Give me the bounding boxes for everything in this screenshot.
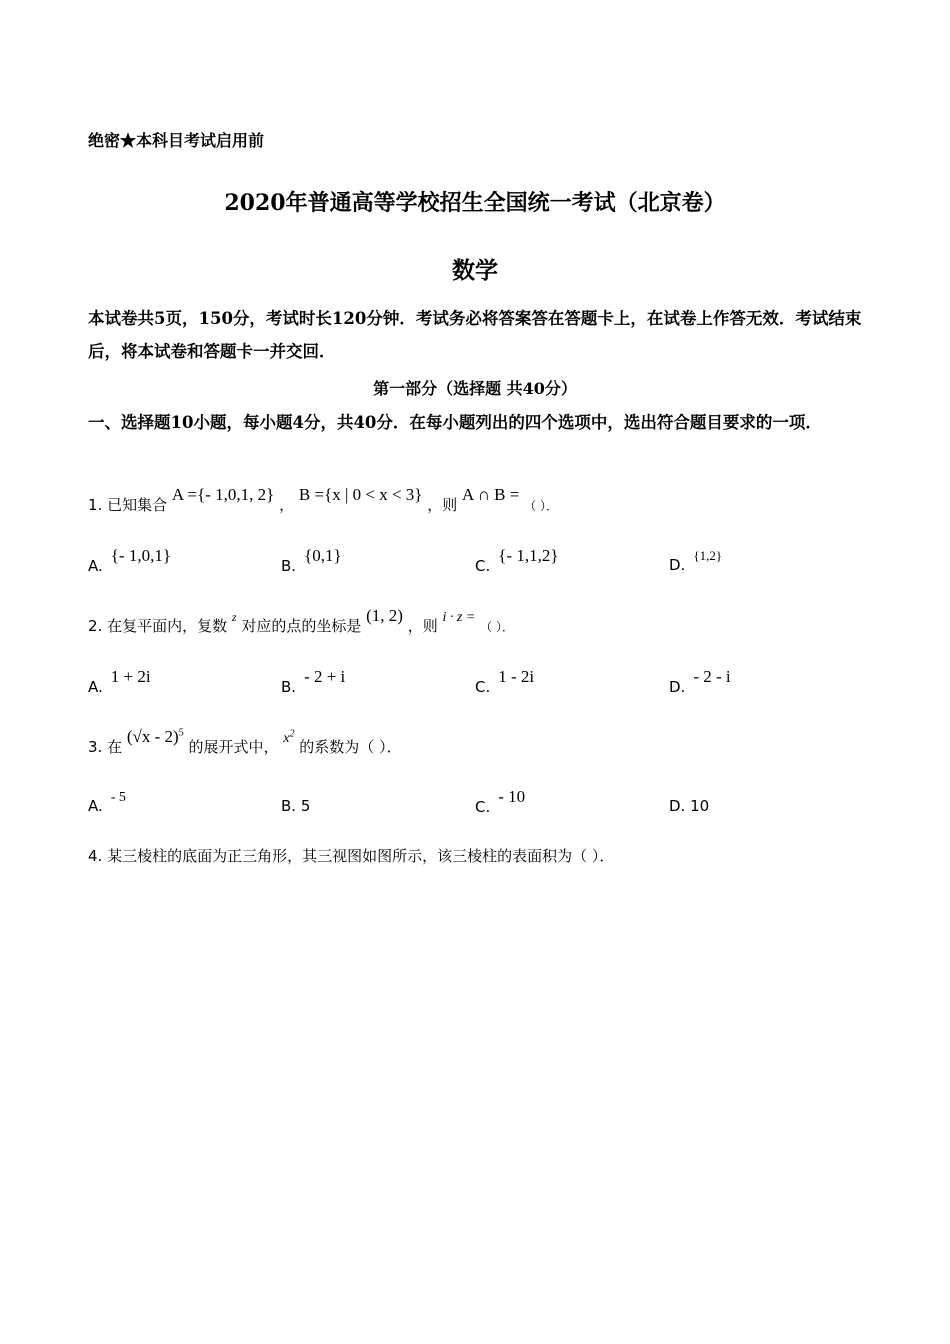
math-expression: A ={- 1,0,1, 2} <box>171 485 275 504</box>
question-text: 某三棱柱的底面为正三角形，其三视图如图所示，该三棱柱的表面积为（ ）． <box>107 847 615 865</box>
exam-title: 2020年普通高等学校招生全国统一考试（北京卷） <box>224 190 726 216</box>
option-b <box>281 797 310 815</box>
option-c <box>475 546 559 576</box>
question-number: 3. <box>88 738 103 756</box>
subject-title: 数学 <box>452 257 498 284</box>
option-a <box>88 790 126 816</box>
option-value: {0,1} <box>304 546 342 565</box>
question-text: 的系数为（ ）． <box>299 738 402 756</box>
option-label: B. <box>281 797 297 815</box>
question-3 <box>88 727 402 757</box>
option-value: {- 1,0,1} <box>110 546 171 565</box>
answer-paren: （ ）． <box>524 499 558 513</box>
question-text: ， <box>279 496 295 514</box>
exam-intro: 本试卷共5页，150分，考试时长120分钟．考试务必将答案答在答题卡上，在试卷上作答无效．考试结束后，将本试卷和答题卡一并交回． <box>88 309 862 361</box>
option-value: - 2 + i <box>304 667 346 686</box>
math-base: (√x - 2) <box>126 727 179 746</box>
math-expression: z <box>231 610 237 624</box>
answer-paren: （ ）． <box>480 620 514 634</box>
question-number: 4. <box>88 847 103 865</box>
math-expression: B ={x | 0 < x < 3} <box>298 485 423 504</box>
question-2 <box>88 606 514 636</box>
option-value: 10 <box>690 797 710 815</box>
question-text: ，则 <box>427 496 458 514</box>
math-expression <box>127 727 184 746</box>
option-label: B. <box>281 678 297 696</box>
option-label: C. <box>475 798 491 816</box>
option-value: - 5 <box>110 790 126 805</box>
option-b <box>281 546 342 576</box>
option-label: C. <box>475 678 491 696</box>
math-exponent: 2 <box>289 728 295 740</box>
option-value: {- 1,1,2} <box>498 546 559 565</box>
option-label: A. <box>88 557 103 575</box>
math-exponent: 5 <box>178 727 184 739</box>
question-text: 的展开式中， <box>188 738 279 756</box>
option-c <box>475 787 526 817</box>
option-value: 5 <box>300 797 311 815</box>
option-value: 1 + 2i <box>110 667 151 686</box>
question-number: 1. <box>88 496 103 514</box>
option-label: B. <box>281 557 297 575</box>
section1-instruction: 一、选择题10小题，每小题4分，共40分．在每小题列出的四个选项中，选出符合题目要求的一项． <box>88 413 822 432</box>
option-label: A. <box>88 797 103 815</box>
option-value: {1,2} <box>693 548 723 563</box>
option-label: C. <box>475 557 491 575</box>
question-text: 在复平面内，复数 <box>107 617 228 635</box>
math-expression <box>283 728 295 746</box>
question-text: 在 <box>107 738 123 756</box>
option-a <box>88 546 171 576</box>
option-value: 1 - 2i <box>498 667 535 686</box>
option-value: - 10 <box>498 787 526 806</box>
option-label: D. <box>669 556 686 574</box>
part1-heading: 第一部分（选择题 共40分） <box>373 379 577 398</box>
math-base: x <box>283 731 290 746</box>
option-d <box>669 667 731 697</box>
math-expression: (1, 2) <box>366 606 403 625</box>
math-expression: i · z = <box>442 610 476 625</box>
math-expression: A ∩ B = <box>462 485 520 504</box>
secret-label: 绝密★本科目考试启用前 <box>88 131 265 150</box>
option-value: - 2 - i <box>693 667 731 686</box>
option-d <box>669 797 709 815</box>
question-text: 已知集合 <box>107 496 168 514</box>
question-number: 2. <box>88 617 103 635</box>
question-4 <box>88 845 614 866</box>
question-1 <box>88 485 558 515</box>
question-text: ，则 <box>407 617 438 635</box>
option-label: D. <box>669 797 686 815</box>
option-a <box>88 667 151 697</box>
option-b <box>281 667 346 697</box>
option-label: A. <box>88 678 103 696</box>
option-d <box>669 548 723 574</box>
option-label: D. <box>669 678 686 696</box>
option-c <box>475 667 535 697</box>
question-text: 对应的点的坐标是 <box>241 617 362 635</box>
